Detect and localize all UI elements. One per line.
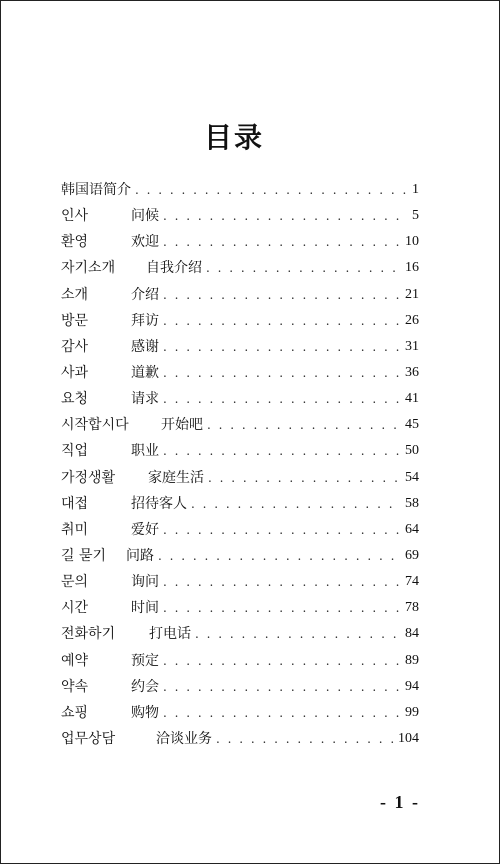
toc-entry-korean: 방문	[61, 312, 89, 329]
toc-entry-page: 64	[405, 521, 419, 537]
toc-entry-page: 78	[405, 600, 419, 616]
toc-entry-chinese: 自我介绍	[146, 260, 202, 277]
dot-leader	[163, 315, 401, 327]
toc-entry-korean: 가정생활	[61, 469, 116, 486]
dot-leader	[195, 628, 401, 640]
dot-leader	[163, 602, 401, 614]
toc-entry-korean: 韩国语简介	[61, 182, 131, 199]
toc-entry-page: 94	[405, 678, 419, 694]
dot-leader	[163, 445, 401, 457]
toc-entry-korean: 예약	[61, 652, 89, 669]
toc-entry-korean: 자기소개	[61, 260, 116, 277]
toc-entry-page: 74	[405, 574, 419, 590]
toc-entry	[61, 177, 419, 203]
toc-entry-page: 84	[405, 626, 419, 642]
toc-entry	[61, 412, 419, 438]
toc-entry-chinese: 问路	[126, 548, 154, 565]
toc-entry-chinese: 请求	[131, 391, 159, 408]
toc-entry	[61, 674, 419, 700]
toc-entry-korean: 전화하기	[61, 626, 116, 643]
toc-entry	[61, 595, 419, 621]
dot-leader	[163, 341, 401, 353]
dot-leader	[163, 707, 401, 719]
toc-entry-korean: 시작합시다	[61, 417, 129, 434]
toc-entry-chinese: 职业	[131, 443, 159, 460]
toc-entry-chinese: 家庭生活	[148, 469, 204, 486]
toc-entry	[61, 726, 419, 752]
toc-entry	[61, 203, 419, 229]
table-of-contents	[61, 177, 419, 752]
toc-entry-page: 41	[405, 391, 419, 407]
toc-entry-page: 54	[405, 469, 419, 485]
toc-entry-korean: 길 묻기	[61, 548, 107, 565]
page-number: - 1 -	[380, 792, 420, 812]
dot-leader	[163, 681, 401, 693]
toc-entry-chinese: 招待客人	[131, 495, 187, 512]
toc-entry-korean: 시간	[61, 600, 89, 617]
toc-entry-page: 16	[405, 260, 419, 276]
toc-entry-korean: 요청	[61, 391, 89, 408]
toc-entry	[61, 360, 419, 386]
toc-entry-korean: 약속	[61, 678, 89, 695]
toc-entry-page: 10	[405, 234, 419, 250]
dot-leader	[163, 576, 401, 588]
toc-entry-korean: 쇼핑	[61, 704, 89, 721]
toc-entry-page: 1	[412, 182, 419, 198]
toc-entry-korean: 감사	[61, 338, 89, 355]
toc-entry	[61, 465, 419, 491]
dot-leader	[191, 498, 401, 510]
dot-leader	[216, 733, 394, 745]
toc-entry-chinese: 问候	[131, 208, 159, 225]
toc-entry-chinese: 拜访	[131, 312, 159, 329]
page-title: 目录	[203, 121, 264, 154]
dot-leader	[163, 655, 401, 667]
dot-leader	[158, 550, 401, 562]
dot-leader	[163, 367, 401, 379]
dot-leader	[163, 393, 401, 405]
toc-entry-chinese: 打电话	[149, 626, 191, 643]
toc-entry-korean: 직업	[61, 443, 89, 460]
toc-entry-page: 21	[405, 286, 419, 302]
toc-entry-page: 69	[405, 548, 419, 564]
toc-entry-chinese: 介绍	[131, 286, 159, 303]
toc-entry	[61, 255, 419, 281]
toc-entry	[61, 282, 419, 308]
toc-entry-chinese: 时间	[131, 600, 159, 617]
toc-entry-korean: 사과	[61, 365, 89, 382]
toc-entry-korean: 대접	[61, 495, 89, 512]
dot-leader	[208, 472, 401, 484]
toc-entry	[61, 543, 419, 569]
dot-leader	[163, 210, 408, 222]
toc-entry-chinese: 欢迎	[131, 234, 159, 251]
toc-entry	[61, 648, 419, 674]
toc-entry-page: 50	[405, 443, 419, 459]
toc-entry-korean: 인사	[61, 208, 89, 225]
toc-entry	[61, 700, 419, 726]
toc-entry	[61, 386, 419, 412]
dot-leader	[206, 262, 401, 274]
toc-entry	[61, 229, 419, 255]
toc-entry-page: 5	[412, 208, 419, 224]
toc-entry-korean: 업무상담	[61, 731, 116, 748]
toc-entry-korean: 취미	[61, 521, 89, 538]
toc-entry-chinese: 开始吧	[161, 417, 203, 434]
toc-entry-korean: 환영	[61, 234, 89, 251]
toc-entry	[61, 334, 419, 360]
toc-entry-page: 45	[405, 417, 419, 433]
toc-entry-chinese: 道歉	[131, 365, 159, 382]
dot-leader	[135, 184, 408, 196]
toc-entry-page: 104	[398, 731, 419, 747]
toc-entry-page: 89	[405, 652, 419, 668]
toc-entry-korean: 소개	[61, 286, 89, 303]
toc-entry	[61, 438, 419, 464]
toc-entry-korean: 문의	[61, 574, 89, 591]
toc-entry-chinese: 预定	[131, 652, 159, 669]
toc-entry-chinese: 洽谈业务	[156, 731, 212, 748]
dot-leader	[163, 289, 401, 301]
toc-entry	[61, 517, 419, 543]
toc-entry-page: 58	[405, 495, 419, 511]
toc-entry-chinese: 询问	[131, 574, 159, 591]
toc-entry-chinese: 约会	[131, 678, 159, 695]
toc-entry-page: 36	[405, 365, 419, 381]
toc-entry-chinese: 感谢	[131, 338, 159, 355]
toc-entry	[61, 308, 419, 334]
dot-leader	[163, 236, 401, 248]
toc-entry-page: 99	[405, 704, 419, 720]
toc-entry	[61, 491, 419, 517]
dot-leader	[207, 419, 401, 431]
toc-entry-chinese: 购物	[131, 704, 159, 721]
toc-entry-chinese: 爱好	[131, 521, 159, 538]
toc-entry	[61, 621, 419, 647]
toc-entry-page: 26	[405, 312, 419, 328]
dot-leader	[163, 524, 401, 536]
toc-entry	[61, 569, 419, 595]
toc-entry-page: 31	[405, 338, 419, 354]
